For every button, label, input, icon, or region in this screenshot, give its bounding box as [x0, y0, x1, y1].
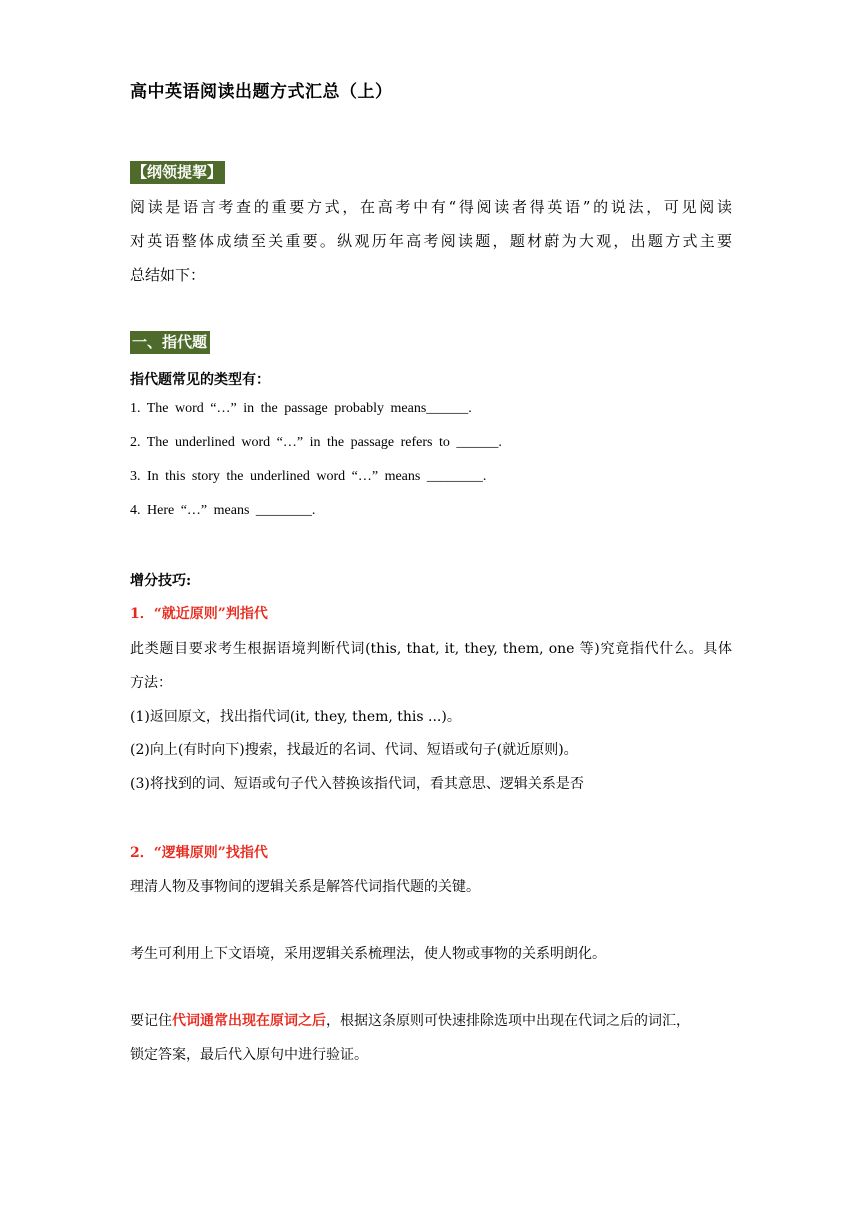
- document-title: 高中英语阅读出题方式汇总（上）: [130, 82, 393, 102]
- type-item-2: 2. The underlined word “…” in the passage refers to ______.: [130, 435, 502, 450]
- tip2-line-3-suffix: ，根据这条原则可快速排除选项中出现在代词之后的词汇，: [326, 1013, 690, 1029]
- types-heading: 指代题常见的类型有：: [130, 372, 270, 388]
- tip2-line-4: 锁定答案，最后代入原句中进行验证。: [130, 1047, 368, 1063]
- tip1-line-2: 方法：: [130, 675, 172, 691]
- tip2-line-2: 考生可利用上下文语境，采用逻辑关系梳理法，使人物或事物的关系明朗化。: [130, 946, 606, 962]
- outline-paragraph-line-2: 对英语整体成绩至关重要。纵观历年高考阅读题，题材蔚为大观，出题方式主要: [130, 232, 732, 250]
- type-item-4: 4. Here “…” means ________.: [130, 503, 316, 518]
- outline-paragraph-line-3: 总结如下：: [130, 266, 206, 284]
- tip2-line-3: [130, 1010, 732, 1030]
- tip2-line-3-prefix: 要记住: [130, 1013, 172, 1029]
- tip2-line-1: 理清人物及事物间的逻辑关系是解答代词指代题的关键。: [130, 879, 480, 895]
- outline-paragraph-line-1: 阅读是语言考查的重要方式，在高考中有“得阅读者得英语”的说法，可见阅读: [130, 198, 732, 216]
- outline-tag: 【纲领提挈】: [130, 161, 225, 184]
- tip1-line-4: (2)向上(有时向下)搜索，找最近的名词、代词、短语或句子(就近原则)。: [130, 742, 578, 758]
- tips-heading: 增分技巧:: [130, 573, 192, 589]
- tip1-line-1: 此类题目要求考生根据语境判断代词(this, that, it, they, them, one 等)究竟指代什么。具体: [130, 641, 732, 657]
- tip1-line-5: (3)将找到的词、短语或句子代入替换该指代词，看其意思、逻辑关系是否: [130, 776, 584, 792]
- tip1-heading: 1．“就近原则”判指代: [130, 606, 268, 622]
- tip2-line-3-highlight: 代词通常出现在原词之后: [172, 1013, 326, 1029]
- type-item-1: 1. The word “…” in the passage probably means______.: [130, 401, 472, 416]
- tip2-heading: 2．“逻辑原则”找指代: [130, 845, 268, 861]
- type-item-3: 3. In this story the underlined word “…” means ________.: [130, 469, 487, 484]
- section1-tag: 一、指代题: [130, 331, 210, 354]
- tip1-line-3: (1)返回原文，找出指代词(it, they, them, this ...)。: [130, 709, 461, 725]
